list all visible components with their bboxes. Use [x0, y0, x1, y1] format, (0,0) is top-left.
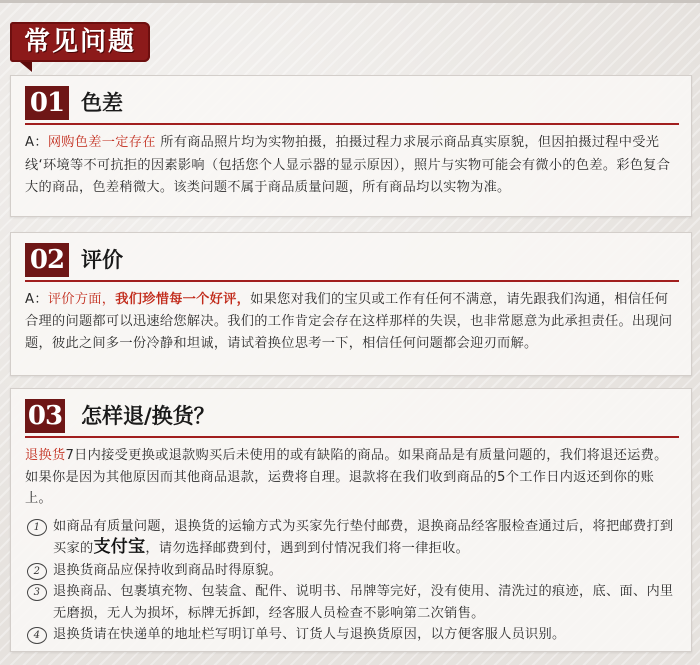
list-item-text — [53, 516, 681, 560]
list-item-text-a: 如商品有质量问题，退换货的运输方式为买家先行垫付邮费，退换商品经客服检查通过后，将把邮费打到买家的 — [53, 518, 674, 556]
section-title: 怎样退/换货？ — [81, 404, 215, 428]
answer-prefix: A： — [25, 135, 48, 150]
returns-intro — [25, 445, 681, 510]
list-item-text: 退换货商品应保持收到商品时得原貌。 — [53, 562, 283, 578]
highlight-text: 网购色差一定存在 — [47, 135, 156, 150]
section-body — [25, 132, 681, 200]
number-badge: 3 — [27, 584, 47, 601]
section-color-difference — [10, 75, 692, 217]
list-item — [25, 516, 681, 560]
section-review — [10, 232, 692, 376]
section-number: 02 — [25, 243, 69, 277]
section-title: 色差 — [81, 91, 123, 115]
answer-prefix: A： — [25, 292, 48, 307]
section-body — [25, 445, 681, 646]
section-number: 01 — [25, 86, 69, 120]
list-item — [25, 560, 681, 582]
highlight-text-bold: 我们珍惜每一个好评， — [115, 292, 251, 307]
number-badge: 2 — [27, 563, 47, 580]
faq-banner — [10, 22, 150, 62]
section-returns — [10, 388, 692, 652]
section-divider — [25, 280, 679, 282]
section-divider — [25, 123, 679, 125]
list-item-text: 退换商品、包裹填充物、包装盒、配件、说明书、吊牌等完好，没有使用、清洗过的痕迹，底、面、内里无磨损，无人为损坏，标牌无拆卸，经客服人员检查不影响第二次销售。 — [53, 584, 674, 621]
highlight-text: 退换货 — [25, 448, 66, 463]
highlight-text: 评价方面， — [47, 292, 116, 307]
list-item — [25, 581, 681, 624]
list-item — [25, 624, 681, 646]
top-divider — [0, 0, 700, 3]
faq-title: 常见问题 — [23, 27, 136, 57]
body-text: 所有商品照片均为实物拍摄，拍摄过程力求展示商品真实原貌，但因拍摄过程中受光线‘环境等不可抗拒的因素影响（包括您个人显示器的显示原因），照片与实物可能会有微小的色差。彩色复合大的商品，色差稍微大。该类问题不属于商品质量问题，所有商品均以实物为准。 — [25, 135, 671, 195]
section-title: 评价 — [81, 248, 123, 272]
body-text: 7日内接受更换或退款购买后未使用的或有缺陷的商品。如果商品是有质量问题的，我们将退还运费。如果你是因为其他原因而其他商品退款，运费将自理。退款将在我们收到商品的5个工作日内返还到你的账上。 — [25, 448, 668, 506]
list-item-text-b: ，请勿选择邮费到付，遇到到付情况我们将一律拒收。 — [145, 541, 470, 556]
alipay-brand: 支付宝 — [93, 537, 146, 557]
number-badge: 4 — [27, 627, 47, 644]
number-badge: 1 — [27, 519, 47, 536]
body-text: 如果您对我们的宝贝或工作有任何不满意，请先跟我们沟通，相信任何合理的问题都可以迅速给您解决。我们的工作肯定会存在这样那样的失误，也非常愿意为此承担责任。出现问题，彼此之间多一份冷静和坦诚，请试着换位思考一下，相信任何问题都会迎刃而解。 — [25, 292, 673, 351]
list-item-text: 退换货请在快递单的地址栏写明订单号、订货人与退换货原因，以方便客服人员识别。 — [53, 627, 566, 642]
section-divider — [25, 436, 679, 438]
section-body — [25, 289, 681, 355]
returns-list — [25, 516, 681, 646]
section-number: 03 — [25, 399, 65, 433]
